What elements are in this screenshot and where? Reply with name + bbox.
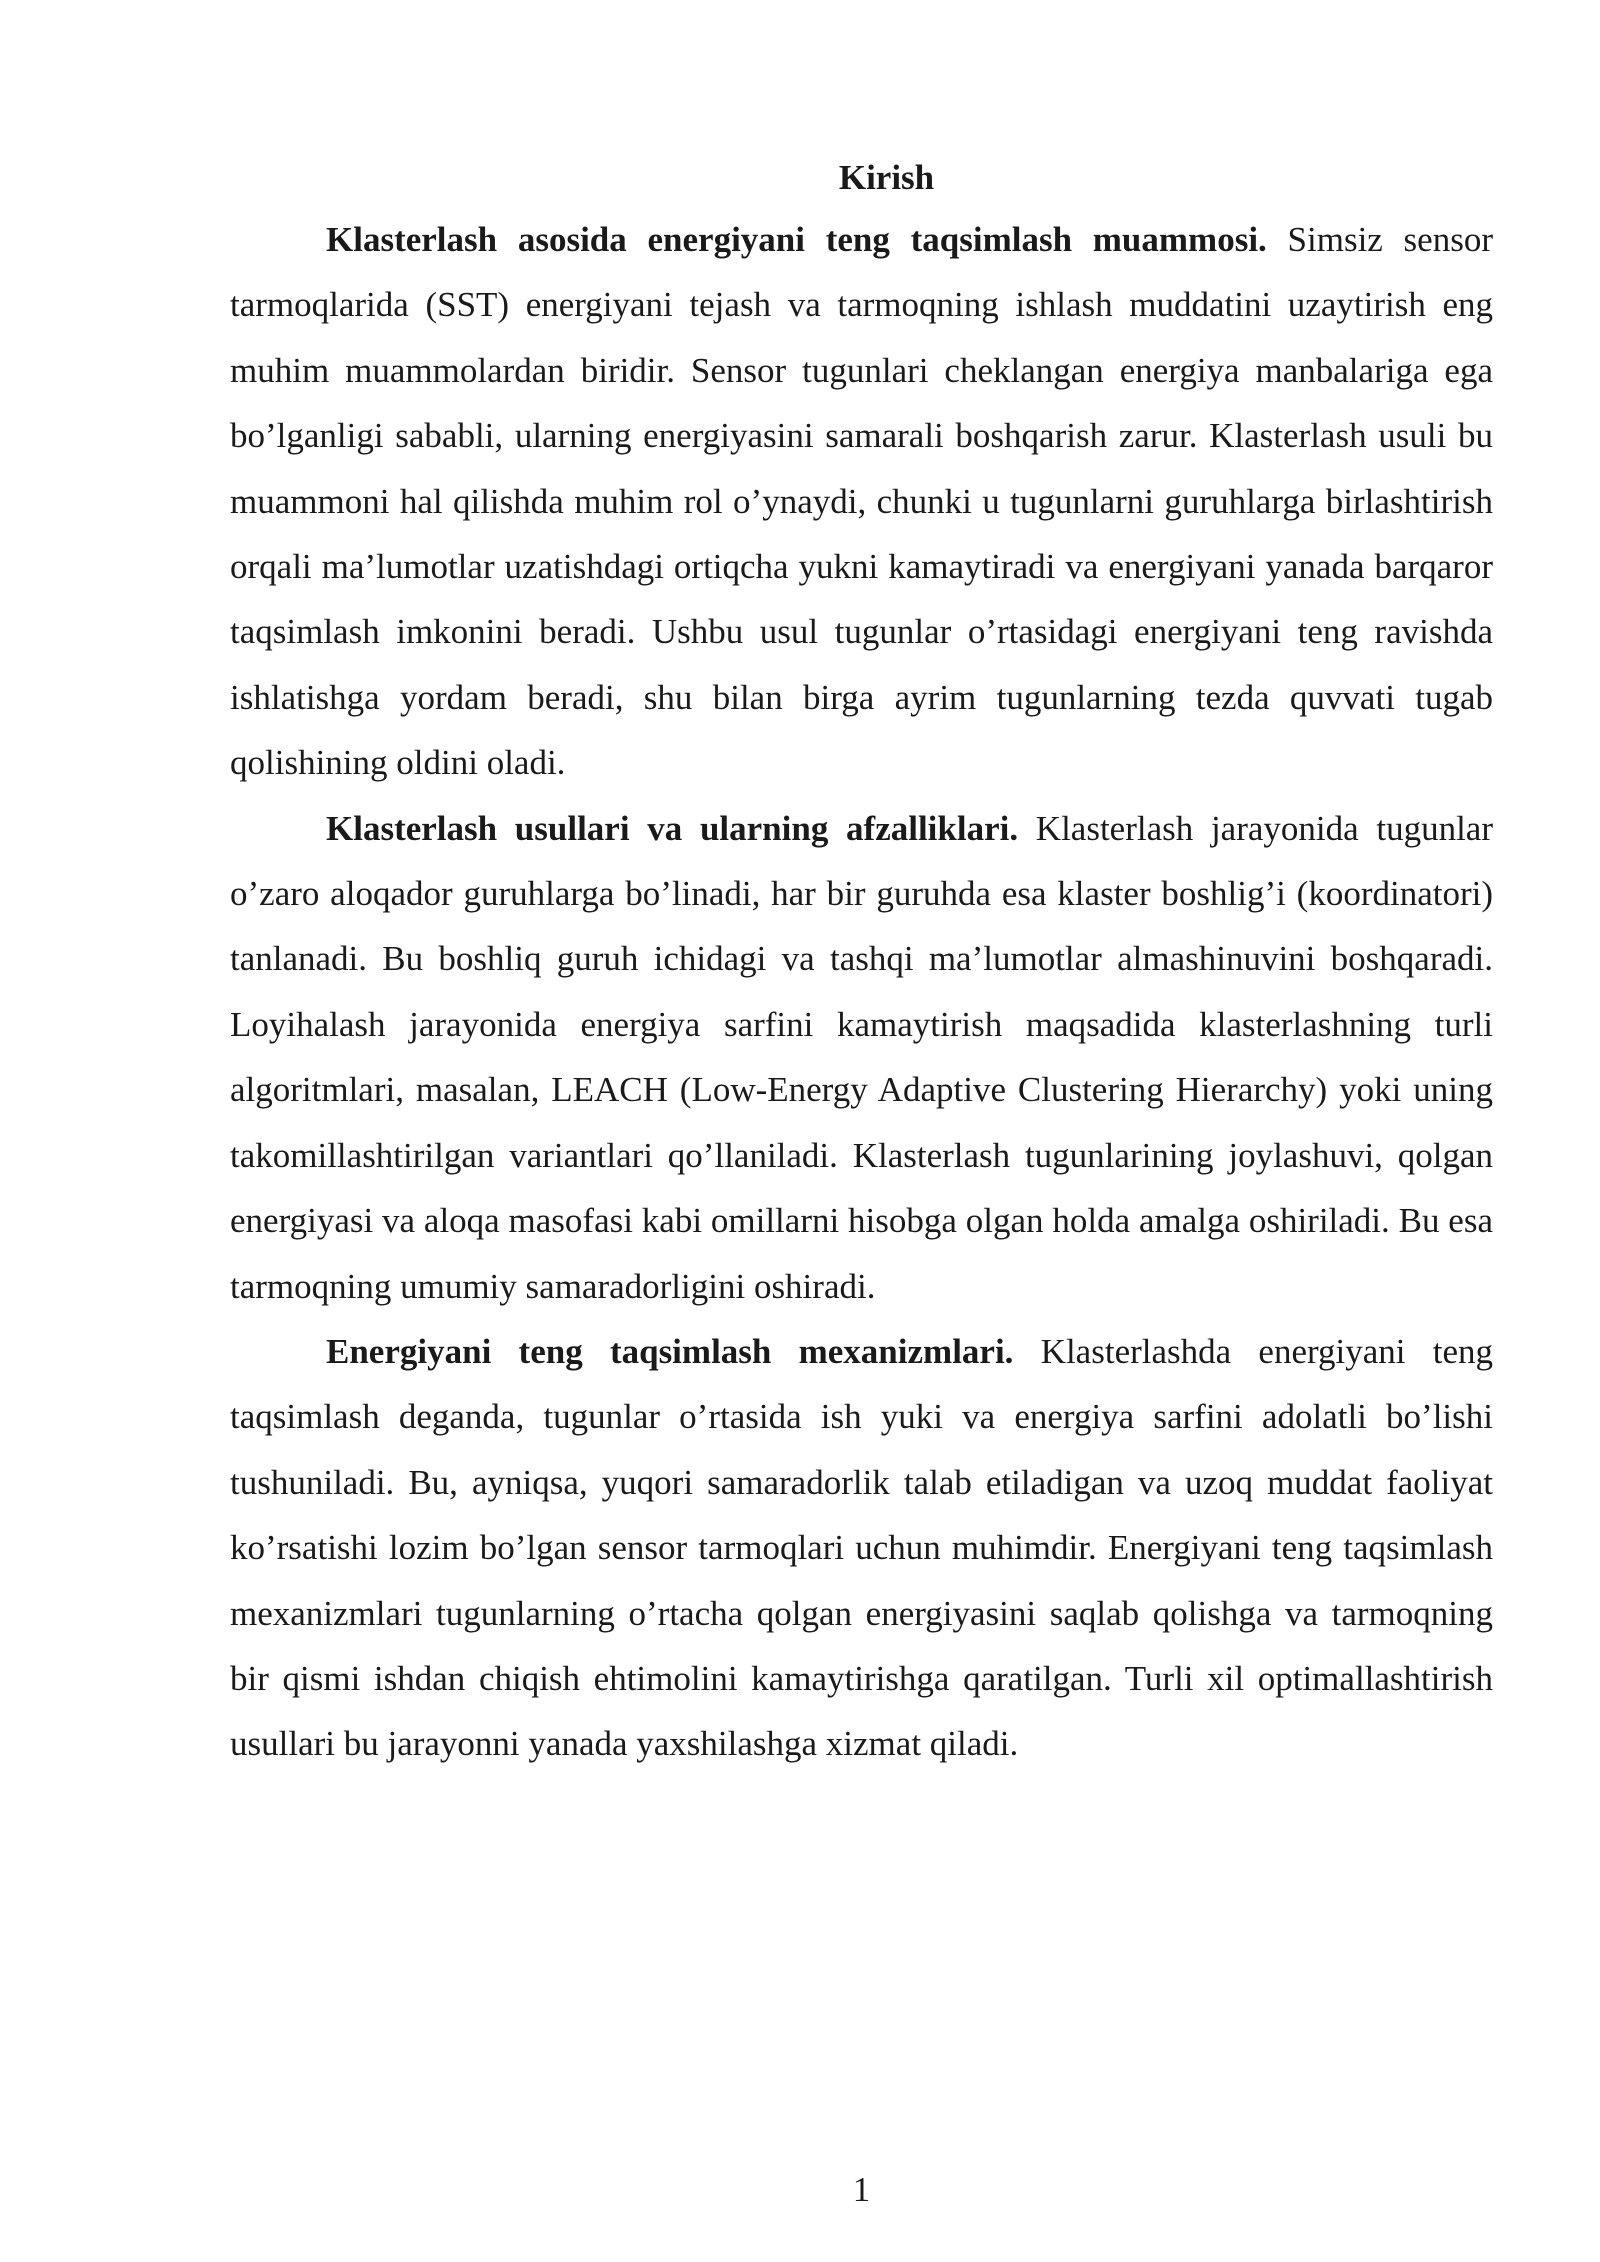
paragraph-3 [230, 1319, 1493, 1777]
document-title: Kirish [838, 158, 935, 197]
paragraph-2-body: Klasterlash jarayonida tugunlar o’zaro aloqador guruhlarga bo’linadi, har bir guruhda esa klaster boshlig’i (koordinatori) tanlanadi. Bu boshliq guruh ichidagi va tashqi ma’lumotlar almashinuvini boshqaradi. Loyihalash jarayonida energiya sarfini kamaytirish maqsadida klasterlashning turli algoritmlari, masalan, LEACH (Low-Energy Adaptive Clustering Hierarchy) yoki uning takomillashtirilgan variantlari qo’llaniladi. Klasterlash tugunlarining joylashuvi, qolgan energiyasi va aloqa masofasi kabi omillarni hisobga olgan holda amalga oshiriladi. Bu esa tarmoqning umumiy samaradorligini oshiradi. [230, 808, 1493, 1306]
paragraph-3-body: Klasterlashda energiyani teng taqsimlash deganda, tugunlar o’rtasida ish yuki va energiya sarfini adolatli bo’lishi tushuniladi. Bu, ayniqsa, yuqori samaradorlik talab etiladigan va uzoq muddat faoliyat ko’rsatishi lozim bo’lgan sensor tarmoqlari uchun muhimdir. Energiyani teng taqsimlash mexanizmlari tugunlarning o’rtacha qolgan energiyasini saqlab qolishga va tarmoqning bir qismi ishdan chiqish ehtimolini kamaytirishga qaratilgan. Turli xil optimallashtirish usullari bu jarayonni yanada yaxshilashga xizmat qiladi. [230, 1331, 1493, 1764]
paragraph-3-heading: Energiyani teng taqsimlash mexanizmlari. [326, 1331, 1014, 1371]
paragraph-2 [230, 796, 1493, 1319]
paragraph-1 [230, 207, 1493, 796]
page-number: 1 [852, 2170, 871, 2209]
paragraph-1-body: Simsiz sensor tarmoqlarida (SST) energiyani tejash va tarmoqning ishlash muddatini uzaytirish eng muhim muammolardan biridir. Sensor tugunlari cheklangan energiya manbalariga ega bo’lganligi sababli, ularning energiyasini samarali boshqarish zarur. Klasterlash usuli bu muammoni hal qilishda muhim rol o’ynaydi, chunki u tugunlarni guruhlarga birlashtirish orqali ma’lumotlar uzatishdagi ortiqcha yukni kamaytiradi va energiyani yanada barqaror taqsimlash imkonini beradi. Ushbu usul tugunlar o’rtasidagi energiyani teng ravishda ishlatishga yordam beradi, shu bilan birga ayrim tugunlarning tezda quvvati tugab qolishining oldini oladi. [230, 220, 1493, 783]
paragraph-2-heading: Klasterlash usullari va ularning afzalliklari. [326, 808, 1019, 848]
paragraph-1-heading: Klasterlash asosida energiyani teng taqsimlash muammosi. [326, 220, 1267, 259]
document-page [230, 148, 1493, 1777]
